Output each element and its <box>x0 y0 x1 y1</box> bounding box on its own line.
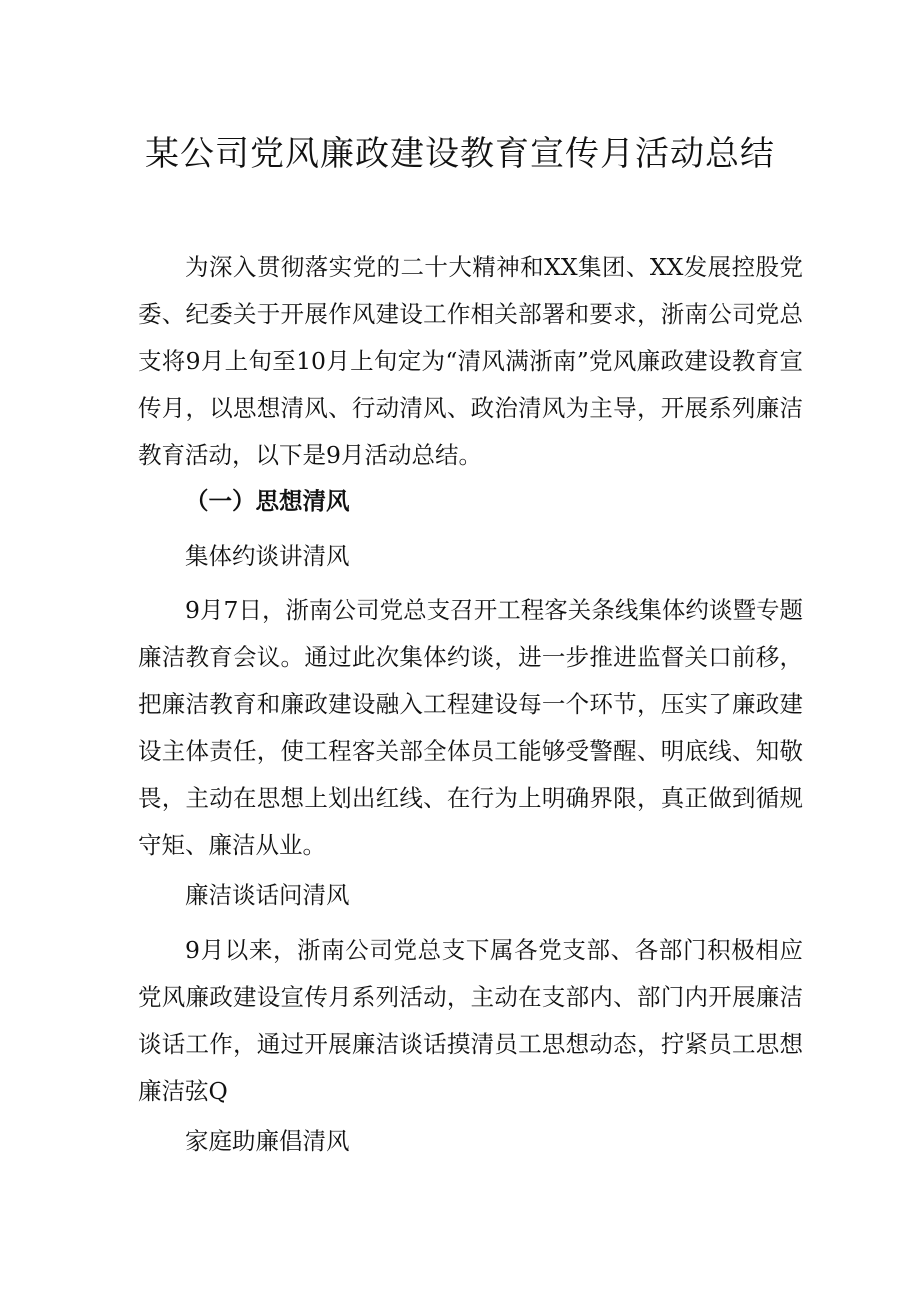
section-heading: （一）思想清风 <box>185 487 350 515</box>
sub-heading: 廉洁谈话问清风 <box>185 881 350 909</box>
body-paragraph: 9月以来，浙南公司党总支下属各党支部、各部门积极相应党风廉政建设宣传月系列活动，主动在支部内、部门内开展廉洁谈话工作，通过开展廉洁谈话摸清员工思想动态，拧紧员工思想廉洁弦Q <box>138 936 803 1105</box>
document-title: 某公司党风廉政建设教育宣传月活动总结 <box>145 134 775 174</box>
intro-paragraph: 为深入贯彻落实党的二十大精神和XX集团、XX发展控股党委、纪委关于开展作风建设工作相关部署和要求，浙南公司党总支将9月上旬至10月上旬定为“清风满浙南”党风廉政建设教育宣传月，以思想清风、行动清风、政治清风为主导，开展系列廉洁教育活动，以下是9月活动总结。 <box>138 253 803 469</box>
sub-heading: 集体约谈讲清风 <box>185 542 350 570</box>
sub-heading: 家庭助廉倡清风 <box>185 1127 350 1155</box>
body-paragraph: 9月7日，浙南公司党总支召开工程客关条线集体约谈暨专题廉洁教育会议。通过此次集体约谈，进一步推进监督关口前移，把廉洁教育和廉政建设融入工程建设每一个环节，压实了廉政建设主体责任，使工程客关部全体员工能够受警醒、明底线、知敬畏，主动在思想上划出红线、在行为上明确界限，真正做到循规守矩、廉洁从业。 <box>138 596 803 859</box>
